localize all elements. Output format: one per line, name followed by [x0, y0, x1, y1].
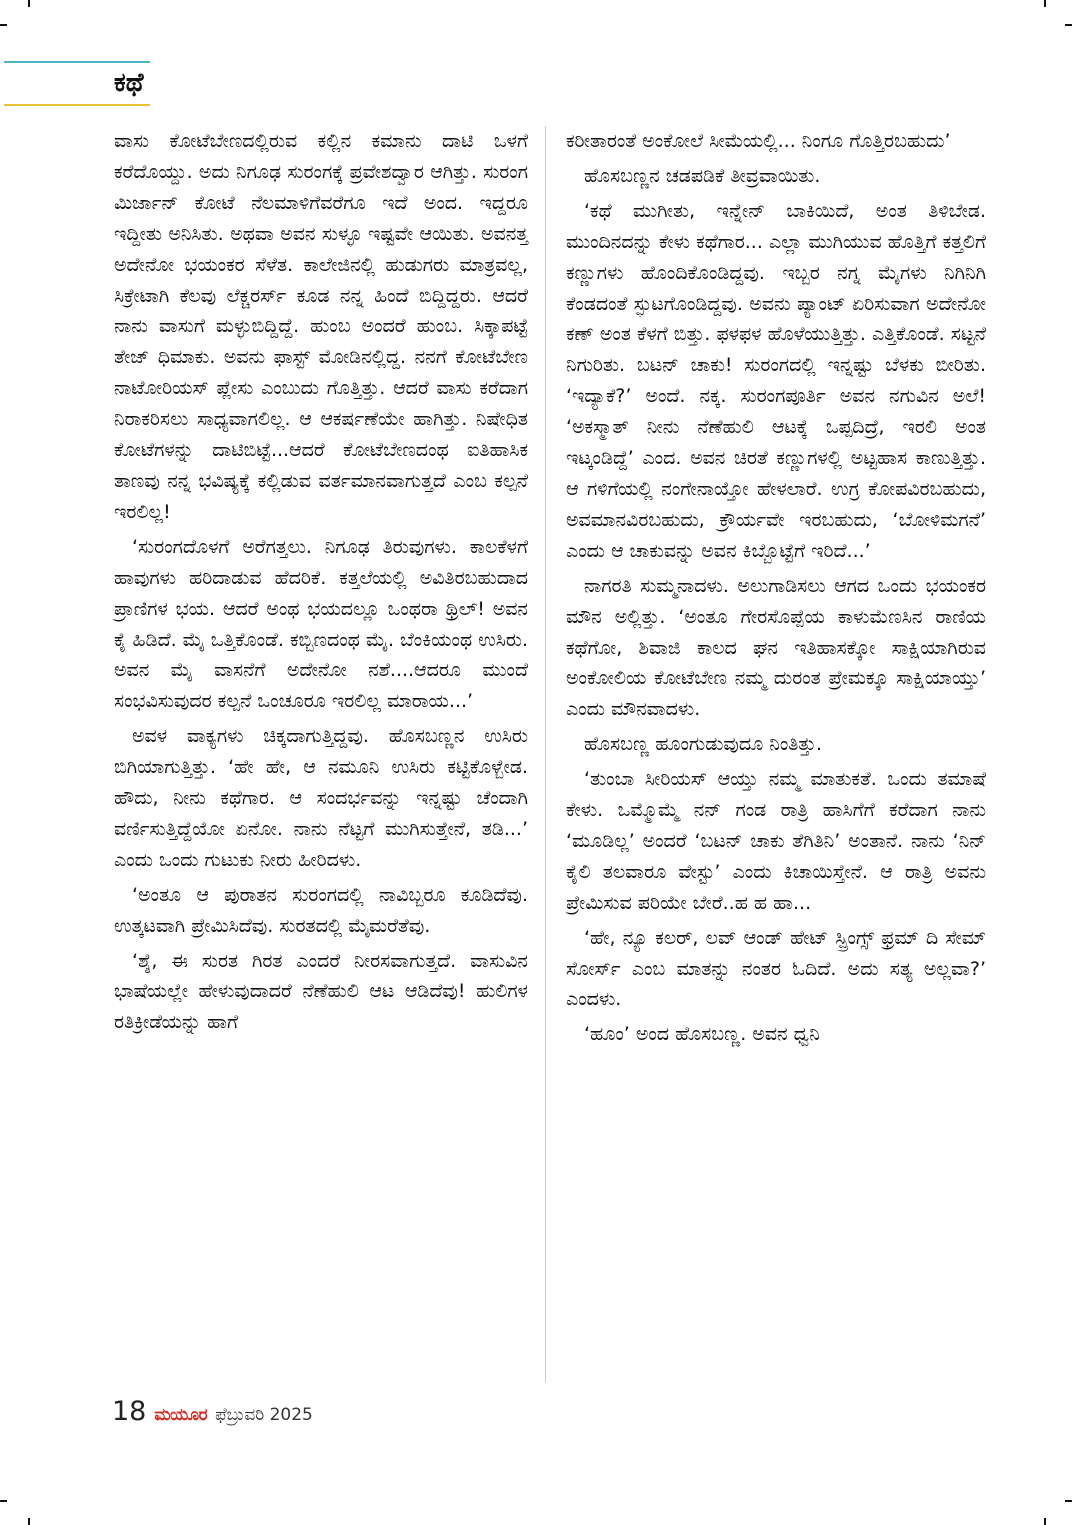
paragraph: ‘ಸುರಂಗದೊಳಗೆ ಅರೆಗತ್ತಲು. ನಿಗೂಢ ತಿರುವುಗಳು. ಕಾಲಕೆಳಗೆ ಹಾವುಗಳು ಹರಿದಾಡುವ ಹೆದರಿಕೆ. ಕತ್ತಲೆಯಲ್ಲಿ ಅವಿತಿರಬಹುದಾದ ಪ್ರಾಣಿಗಳ ಭಯ. ಆದರೆ ಅಂಥ ಭಯದಲ್ಲೂ ಒಂಥರಾ ಥ್ರಿಲ್! ಅವನ ಕೈ ಹಿಡಿದೆ. ಮೈ ಒತ್ತಿಕೊಂಡೆ. ಕಬ್ಬಿಣದಂಥ ಮೈ. ಬೆಂಕಿಯಂಥ ಉಸಿರು. ಅವನ ಮೈ ವಾಸನೆಗೆ ಅದೇನೋ ನಶೆ....ಆದರೂ ಮುಂದೆ ಸಂಭವಿಸುವುದರ ಕಲ್ಪನೆ ಒಂಚೂರೂ ಇರಲಿಲ್ಲ ಮಾರಾಯ...’ [114, 535, 528, 713]
page-number: 18 [112, 1396, 147, 1427]
section-title: ಕಥೆ [114, 68, 144, 98]
section-accent-line-top [4, 61, 150, 63]
article-column-right [566, 126, 986, 1054]
paragraph: ಹೊಸಬಣ್ಣ ಹೂಂಗುಡುವುದೂ ನಿಂತಿತ್ತು. [584, 733, 823, 756]
issue-date: ಫೆಬ್ರುವರಿ 2025 [215, 1405, 313, 1425]
magazine-logo: ಮಯೂರ [154, 1405, 208, 1425]
crop-mark-left-bottom [0, 1500, 7, 1502]
crop-mark-top-right [1044, 0, 1046, 7]
crop-mark-right-bottom [1065, 1500, 1072, 1502]
paragraph: ‘ಹೂಂ’ ಅಂದ ಹೊಸಬಣ್ಣ. ಅವನ ಧ್ವನಿ [584, 1023, 820, 1046]
paragraph: ‘ಕಥೆ ಮುಗೀತು, ಇನ್ನೇನ್ ಬಾಕಿಯಿದೆ, ಅಂತ ತಿಳಿಬೇಡ. ಮುಂದಿನದನ್ನು ಕೇಳು ಕಥೆಗಾರ... ಎಲ್ಲಾ ಮುಗಿಯುವ ಹೊತ್ತಿಗೆ ಕತ್ತಲಿಗೆ ಕಣ್ಣುಗಳು ಹೊಂದಿಕೊಂಡಿದ್ದವು. ಇಬ್ಬರ ನಗ್ನ ಮೈಗಳು ನಿಗಿನಿಗಿ ಕೆಂಡದಂತೆ ಸ್ಫುಟಗೊಂಡಿದ್ದವು. ಅವನು ಪ್ಯಾಂಟ್ ಏರಿಸುವಾಗ ಅದೇನೋ ಕಣ್ ಅಂತ ಕೆಳಗೆ ಬಿತ್ತು. ಫಳಫಳ ಹೊಳೆಯುತ್ತಿತ್ತು. ಎತ್ತಿಕೊಂಡೆ. ಸಟ್ಟನೆ ನಿಗುರಿತು. ಬಟನ್ ಚಾಕು! ಸುರಂಗದಲ್ಲಿ ಇನ್ನಷ್ಟು ಬೆಳಕು ಬೀರಿತು. ‘ಇದ್ಯಾಕೆ?’ ಅಂದೆ. ನಕ್ಕ. ಸುರಂಗಪೂರ್ತಿ ಅವನ ನಗುವಿನ ಅಲೆ! ‘ಅಕಸ್ಮಾತ್ ನೀನು ನೆಣೆಹುಲಿ ಆಟಕ್ಕೆ ಒಪ್ಪದಿದ್ರೆ, ಇರಲಿ ಅಂತ ಇಟ್ಕಂಡಿದ್ದೆ’ ಎಂದ. ಅವನ ಚಿರತೆ ಕಣ್ಣುಗಳಲ್ಲಿ ಅಟ್ಟಹಾಸ ಕಾಣುತ್ತಿತ್ತು. ಆ ಗಳಿಗೆಯಲ್ಲಿ ನಂಗೇನಾಯ್ತೋ ಹೇಳಲಾರೆ. ಉಗ್ರ ಕೋಪವಿರಬಹುದು, ಅವಮಾನವಿರಬಹುದು, ಕ್ರೌರ್ಯವೇ ಇರಬಹುದು, ‘ಬೋಳಿಮಗನೆ’ ಎಂದು ಆ ಚಾಕುವನ್ನು ಅವನ ಕಿಬ್ಬೊಟ್ಟೆಗೆ ಇರಿದೆ...’ [566, 199, 986, 562]
section-accent-line-bottom [4, 104, 150, 106]
paragraph: ‘ಅಂತೂ ಆ ಪುರಾತನ ಸುರಂಗದಲ್ಲಿ ನಾವಿಬ್ಬರೂ ಕೂಡಿದೆವು. ಉತ್ಕಟವಾಗಿ ಪ್ರೇಮಿಸಿದೆವು. ಸುರತದಲ್ಲಿ ಮೈಮರೆತೆವು. [114, 883, 528, 937]
paragraph: ವಾಸು ಕೋಟೆಬೇಣದಲ್ಲಿರುವ ಕಲ್ಲಿನ ಕಮಾನು ದಾಟಿ ಒಳಗೆ ಕರೆದೊಯ್ದು. ಅದು ನಿಗೂಢ ಸುರಂಗಕ್ಕೆ ಪ್ರವೇಶದ್ವಾರ ಆಗಿತ್ತು. ಸುರಂಗ ಮಿರ್ಜಾನ್ ಕೋಟೆ ನೆಲಮಾಳಿಗೆವರೆಗೂ ಇದೆ ಅಂದ. ಇದ್ದರೂ ಇದ್ದೀತು ಅನಿಸಿತು. ಅಥವಾ ಅವನ ಸುಳ್ಳೂ ಇಷ್ಟವೇ ಆಯಿತು. ಅವನತ್ತ ಅದೇನೋ ಭಯಂಕರ ಸೆಳೆತ. ಕಾಲೇಜಿನಲ್ಲಿ ಹುಡುಗರು ಮಾತ್ರವಲ್ಲ, ಸಿಕ್ರೇಟಾಗಿ ಕೆಲವು ಲೆಕ್ಚರರ್ಸ್ ಕೂಡ ನನ್ನ ಹಿಂದೆ ಬಿದ್ದಿದ್ದರು. ಆದರೆ ನಾನು ವಾಸುಗೆ ಮಳ್ಳುಬಿದ್ದಿದ್ದೆ. ಹುಂಬ ಅಂದರೆ ಹುಂಬ. ಸಿಕ್ಕಾಪಟ್ಟೆ ತೇಜ್ ಧಿಮಾಕು. ಅವನು ಫಾಸ್ಟ್ ಮೋಡಿನಲ್ಲಿದ್ದ. ನನಗೆ ಕೋಟೆಬೇಣ ನಾಟೋರಿಯಸ್ ಪ್ಲೇಸು ಎಂಬುದು ಗೊತ್ತಿತ್ತು. ಆದರೆ ವಾಸು ಕರೆದಾಗ ನಿರಾಕರಿಸಲು ಸಾಧ್ಯವಾಗಲಿಲ್ಲ. ಆ ಆಕರ್ಷಣೆಯೇ ಹಾಗಿತ್ತು. ನಿಷೇಧಿತ ಕೋಟೆಗಳನ್ನು ದಾಟಿಬಿಟ್ಟೆ...ಆದರೆ ಕೋಟೆಬೇಣದಂಥ ಐತಿಹಾಸಿಕ ತಾಣವು ನನ್ನ ಭವಿಷ್ಯಕ್ಕೆ ಕಲ್ಲಿಡುವ ವರ್ತಮಾನವಾಗುತ್ತದೆ ಎಂಬ ಕಲ್ಪನೆ ಇರಲಿಲ್ಲ! [114, 130, 528, 523]
paragraph: ಹೊಸಬಣ್ಣನ ಚಡಪಡಿಕೆ ತೀವ್ರವಾಯಿತು. [584, 164, 821, 187]
crop-mark-right-top [1065, 24, 1072, 26]
paragraph: ಅವಳ ವಾಕ್ಯಗಳು ಚಿಕ್ಕದಾಗುತ್ತಿದ್ದವು. ಹೊಸಬಣ್ಣನ ಉಸಿರು ಬಿಗಿಯಾಗುತ್ತಿತ್ತು. ‘ಹೇ ಹೇ, ಆ ನಮೂನಿ ಉಸಿರು ಕಟ್ಟಿಕೊಳ್ಬೇಡ. ಹೌದು, ನೀನು ಕಥೆಗಾರ. ಆ ಸಂದರ್ಭವನ್ನು ಇನ್ನಷ್ಟು ಚೆಂದಾಗಿ ವರ್ಣಿಸುತ್ತಿದ್ದೆಯೋ ಏನೋ. ನಾನು ನೆಟ್ಟಗೆ ಮುಗಿಸುತ್ತೇನೆ, ತಡಿ...’ ಎಂದು ಒಂದು ಗುಟುಕು ನೀರು ಹೀರಿದಳು. [114, 725, 528, 871]
paragraph: ‘ಶ್ಶೆ, ಈ ಸುರತ ಗಿರತ ಎಂದರೆ ನೀರಸವಾಗುತ್ತದೆ. ವಾಸುವಿನ ಭಾಷೆಯಲ್ಲೇ ಹೇಳುವುದಾದರೆ ನೆಣೆಹುಲಿ ಆಟ ಆಡಿದೆವು! ಹುಲಿಗಳ ರತಿಕ್ರೀಡೆಯನ್ನು ಹಾಗೆ [114, 949, 528, 1034]
crop-mark-bottom-left [28, 1518, 30, 1525]
paragraph: ಕರೀತಾರಂತೆ ಅಂಕೋಲೆ ಸೀಮೆಯಲ್ಲಿ... ನಿಂಗೂ ಗೊತ್ತಿರಬಹುದು’ [566, 130, 951, 152]
page-footer [112, 1396, 313, 1427]
crop-mark-bottom-right [1044, 1518, 1046, 1525]
paragraph: ನಾಗರತಿ ಸುಮ್ಮನಾದಳು. ಅಲುಗಾಡಿಸಲು ಆಗದ ಒಂದು ಭಯಂಕರ ಮೌನ ಅಲ್ಲಿತ್ತು. ‘ಅಂತೂ ಗೇರಸೊಪ್ಪೆಯ ಕಾಳುಮೆಣಸಿನ ರಾಣಿಯ ಕಥೆಗೋ, ಶಿವಾಜಿ ಕಾಲದ ಘನ ಇತಿಹಾಸಕ್ಕೋ ಸಾಕ್ಷಿಯಾಗಿರುವ ಅಂಕೋಲಿಯ ಕೋಟೆಬೇಣ ನಮ್ಮ ದುರಂತ ಪ್ರೇಮಕ್ಕೂ ಸಾಕ್ಷಿಯಾಯ್ತು’ ಎಂದು ಮೌನವಾದಳು. [566, 574, 986, 721]
column-divider [545, 126, 546, 1382]
paragraph: ‘ತುಂಬಾ ಸೀರಿಯಸ್ ಆಯ್ತು ನಮ್ಮ ಮಾತುಕತೆ. ಒಂದು ತಮಾಷೆ ಕೇಳು. ಒಮ್ಮೊಮ್ಮೆ ನನ್ ಗಂಡ ರಾತ್ರಿ ಹಾಸಿಗೆಗೆ ಕರೆದಾಗ ನಾನು ‘ಮೂಡಿಲ್ಲ’ ಅಂದರೆ ‘ಬಟನ್ ಚಾಕು ತೆಗಿತಿನಿ’ ಅಂತಾನೆ. ನಾನು ‘ನಿನ್ ಕೈಲಿ ತಲವಾರೂ ವೇಸ್ಟು’ ಎಂದು ಕಿಚಾಯಿಸ್ತೇನೆ. ಆ ರಾತ್ರಿ ಅವನು ಪ್ರೇಮಿಸುವ ಪರಿಯೇ ಬೇರೆ..ಹ ಹ ಹಾ... [566, 768, 986, 914]
article-column-left [114, 126, 528, 1042]
paragraph: ‘ಹೇ, ನ್ಯೂ ಕಲರ್, ಲವ್ ಆಂಡ್ ಹೇಟ್ ಸ್ಪ್ರಿಂಗ್ಸ್ ಫ್ರಮ್ ದಿ ಸೇಮ್ ಸೋರ್ಸ್ ಎಂಬ ಮಾತನ್ನು ನಂತರ ಓದಿದೆ. ಅದು ಸತ್ಯ ಅಲ್ಲವಾ?’ ಎಂದಳು. [566, 926, 986, 1011]
crop-mark-left-top [0, 24, 7, 26]
crop-mark-top-left [28, 0, 30, 7]
